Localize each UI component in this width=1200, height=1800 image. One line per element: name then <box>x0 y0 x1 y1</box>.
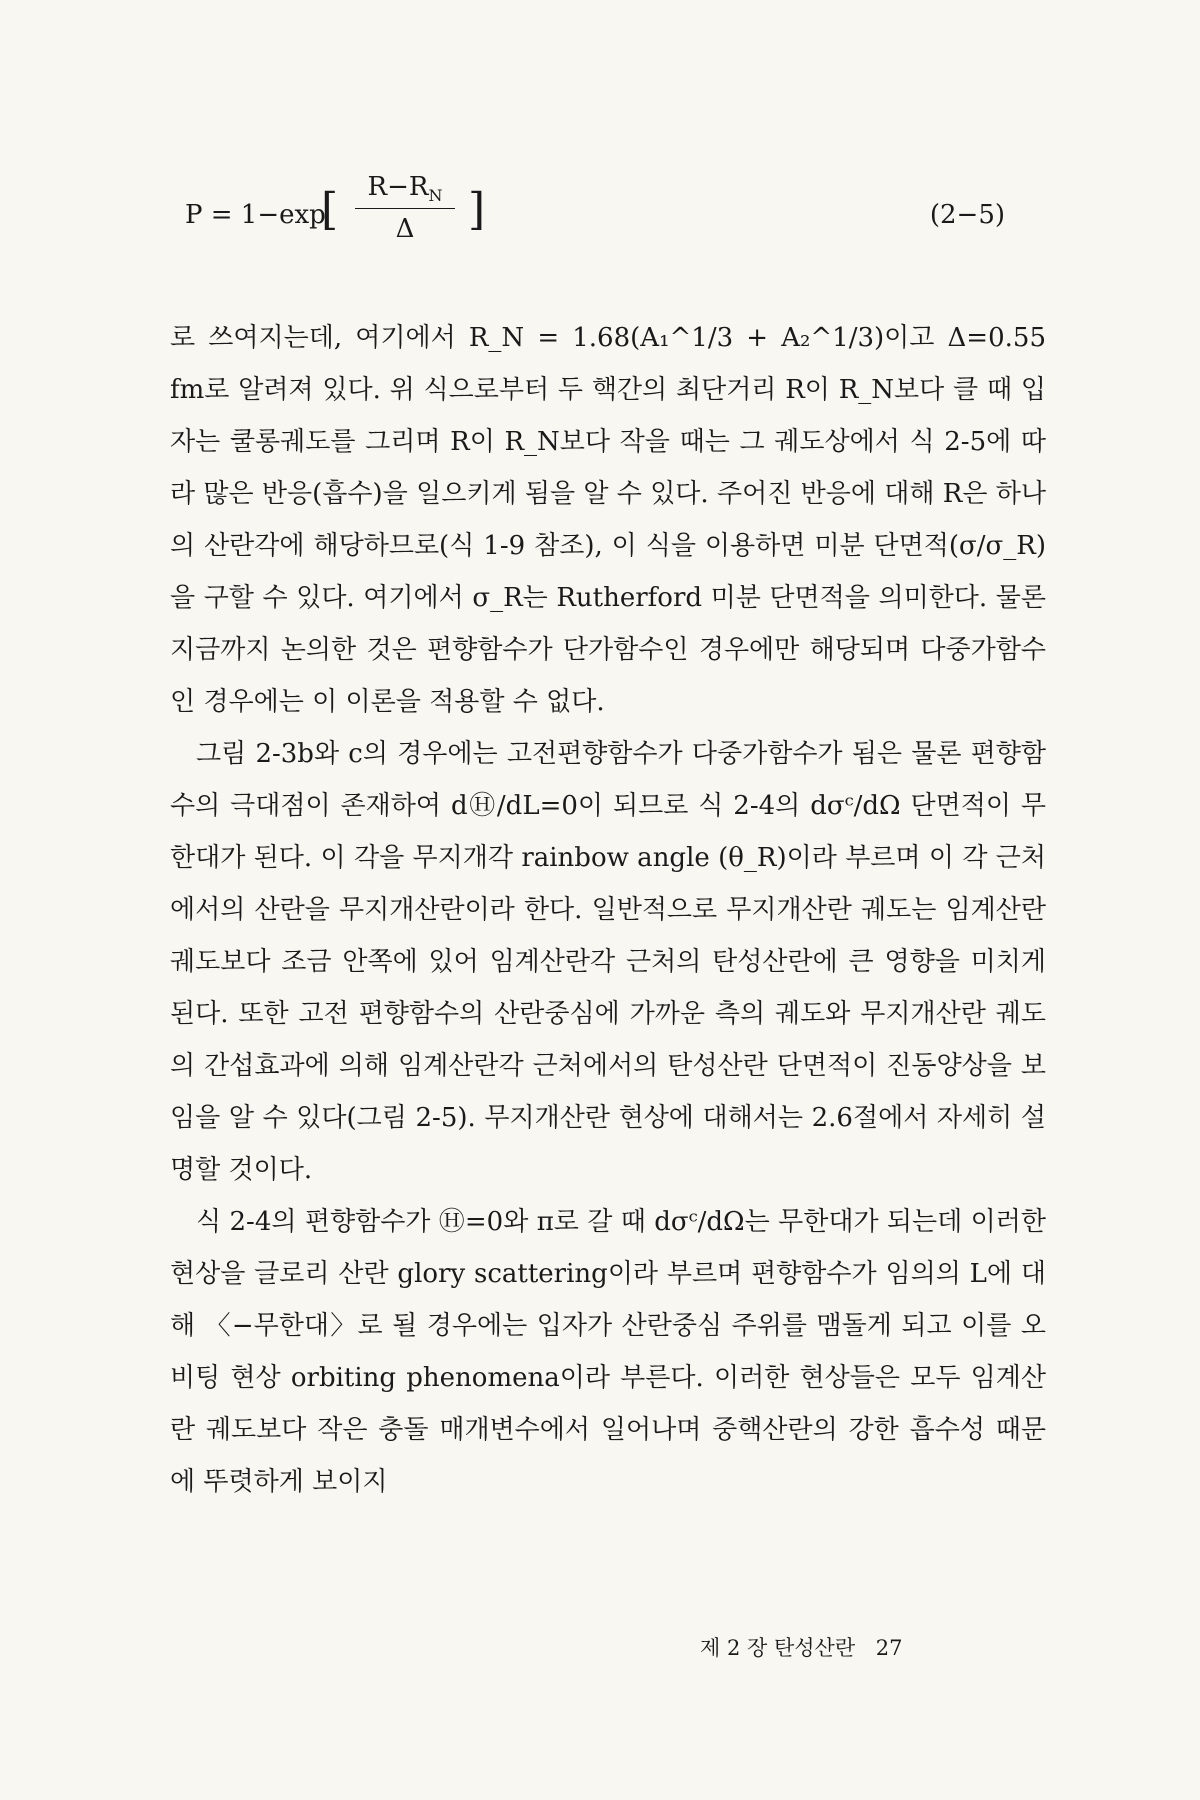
equation-number: (2−5) <box>929 200 1005 230</box>
page-number: 27 <box>875 1636 903 1660</box>
chapter-title: 제 2 장 탄성산란 <box>700 1636 856 1660</box>
paragraph-2: 그림 2-3b와 c의 경우에는 고전편향함수가 다중가함수가 됨은 물론 편향함수의 극대점이 존재하여 dⒽ/dL=0이 되므로 식 2-4의 dσᶜ/dΩ 단면적이 무한대가 된다. 이 각을 무지개각 rainbow angle (θ_R)이라 부르며 이 각 근처에서의 산란을 무지개산란이라 한다. 일반적으로 무지개산란 궤도는 임계산란 궤도보다 조금 안쪽에 있어 임계산란각 근처의 탄성산란에 큰 영향을 미치게 된다. 또한 고전 편향함수의 산란중심에 가까운 측의 궤도와 무지개산란 궤도의 간섭효과에 의해 임계산란각 근처에서의 탄성산란 단면적이 진동양상을 보임을 알 수 있다(그림 2-5). 무지개산란 현상에 대해서는 2.6절에서 자세히 설명할 것이다. <box>170 739 1046 1185</box>
equation-denominator: Δ <box>395 214 415 244</box>
equation-numerator <box>345 170 465 204</box>
equation-fraction <box>345 170 465 247</box>
equation-numerator-subscript: N <box>428 186 443 206</box>
body-text <box>170 312 1046 1508</box>
paragraph-3: 식 2-4의 편향함수가 Ⓗ=0와 π로 갈 때 dσᶜ/dΩ는 무한대가 되는데 이러한 현상을 글로리 산란 glory scattering이라 부르며 편향함수가 임의의 L에 대해 〈−무한대〉로 될 경우에는 입자가 산란중심 주위를 맴돌게 되고 이를 오비팅 현상 orbiting phenomena이라 부른다. 이러한 현상들은 모두 임계산란 궤도보다 작은 충돌 매개변수에서 일어나며 중핵산란의 강한 흡수성 때문에 뚜렷하게 보이지 <box>170 1207 1046 1497</box>
equation-close-bracket: ] <box>468 184 486 235</box>
equation-2-5 <box>185 170 1005 270</box>
equation-open-bracket: [ <box>321 184 339 235</box>
paragraph-1: 로 쓰여지는데, 여기에서 R_N = 1.68(A₁^1/3 + A₂^1/3)이고 Δ=0.55 fm로 알려져 있다. 위 식으로부터 두 핵간의 최단거리 R이 R_N보다 클 때 입자는 쿨롱궤도를 그리며 R이 R_N보다 작을 때는 그 궤도상에서 식 2-5에 따라 많은 반응(흡수)을 일으키게 됨을 알 수 있다. 주어진 반응에 대해 R은 하나의 산란각에 해당하므로(식 1-9 참조), 이 식을 이용하면 미분 단면적(σ/σ_R)을 구할 수 있다. 여기에서 σ_R는 Rutherford 미분 단면적을 의미한다. 물론 지금까지 논의한 것은 편향함수가 단가함수인 경우에만 해당되며 다중가함수인 경우에는 이 이론을 적용할 수 없다. <box>170 323 1046 717</box>
fraction-bar <box>355 208 455 209</box>
equation-lhs: P = 1−exp <box>185 200 326 230</box>
page-footer <box>700 1632 917 1662</box>
equation-numerator-text: R−R <box>367 172 429 202</box>
